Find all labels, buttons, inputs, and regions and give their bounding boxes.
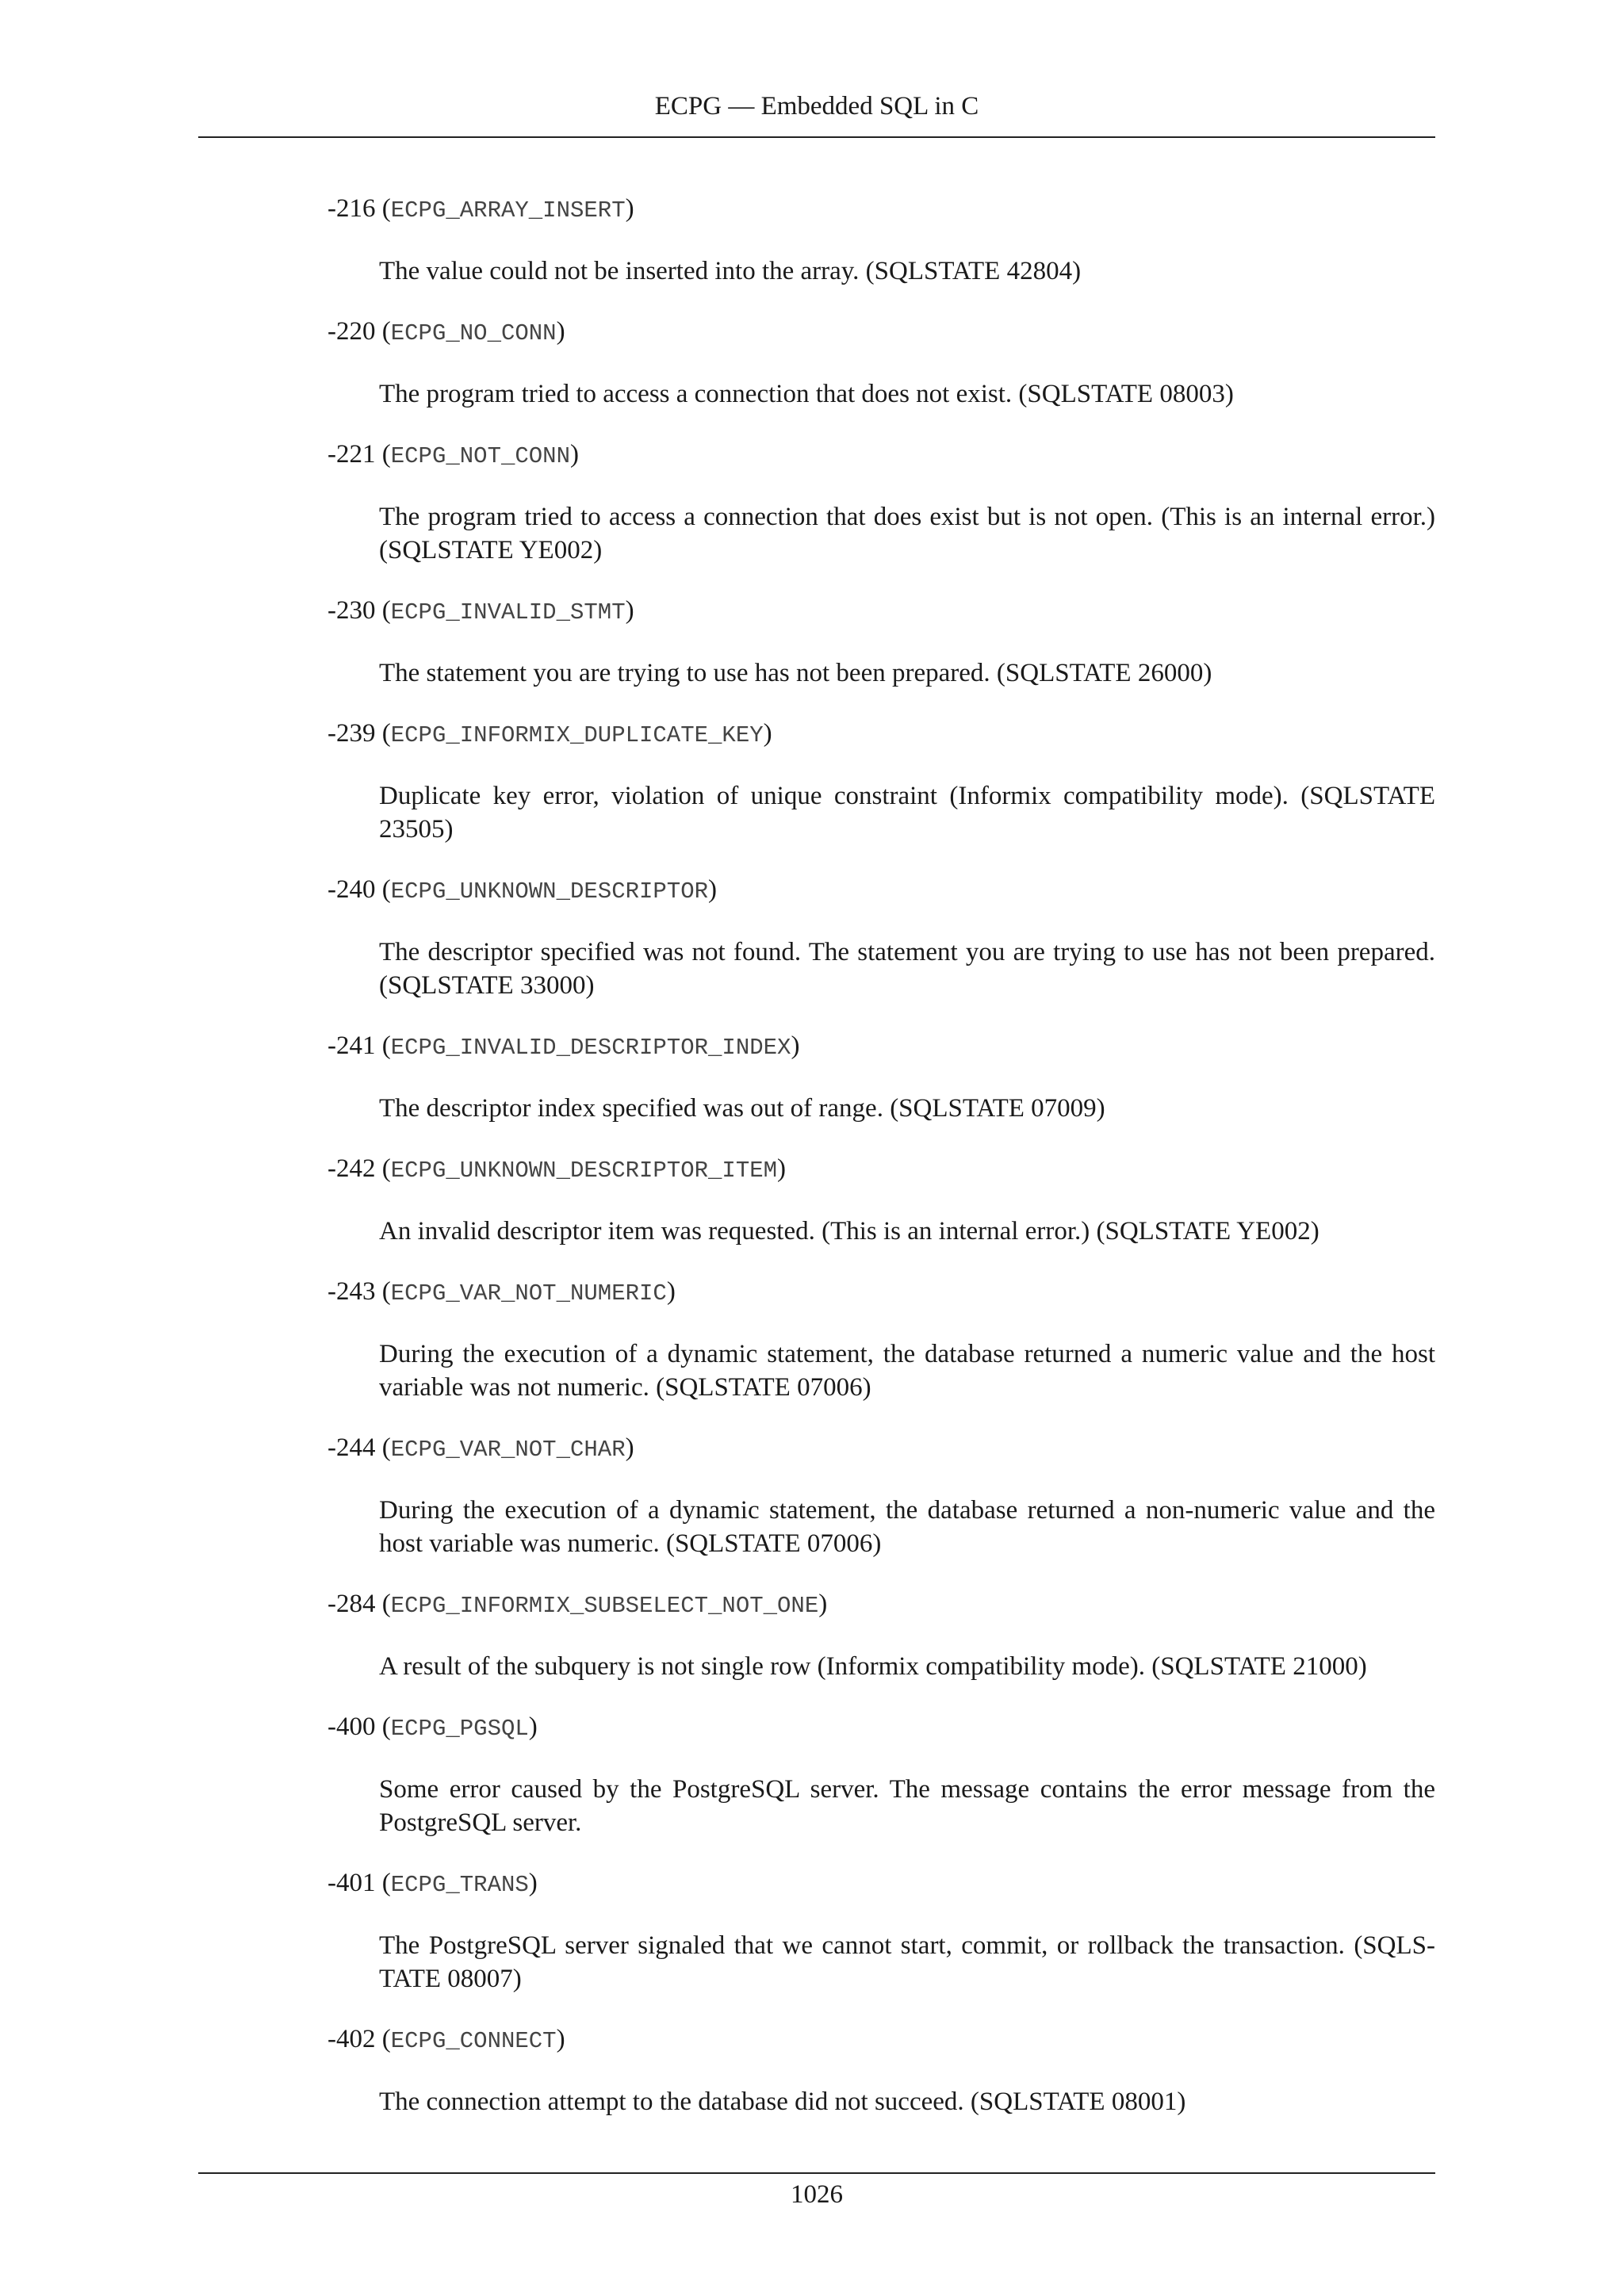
error-description: Some error caused by the PostgreSQL server. The message contains the error message from the PostgreSQL server. [379, 1775, 1435, 1837]
error-term: -402 (ECPG_CONNECT) [327, 2025, 565, 2054]
error-symbol: ECPG_ARRAY_INSERT [390, 197, 626, 224]
error-term: -230 (ECPG_INVALID_STMT) [327, 596, 634, 626]
error-code: -402 [327, 2025, 376, 2053]
error-description: The program tried to access a connection that does not exist. (SQLSTATE 08003) [379, 380, 1234, 408]
error-symbol: ECPG_INVALID_STMT [390, 599, 626, 626]
error-code: -243 [327, 1277, 376, 1306]
error-symbol: ECPG_VAR_NOT_NUMERIC [390, 1280, 667, 1307]
error-description: A result of the subquery is not single row (Informix compatibility mode). (SQLSTATE 21000) [379, 1652, 1367, 1681]
error-symbol: ECPG_NOT_CONN [390, 443, 570, 469]
error-term: -216 (ECPG_ARRAY_INSERT) [327, 194, 634, 224]
page-header-title: ECPG — Embedded SQL in C [654, 92, 979, 121]
error-code-list [327, 192, 1435, 2145]
error-code: -401 [327, 1869, 376, 1897]
error-term: -244 (ECPG_VAR_NOT_CHAR) [327, 1433, 634, 1463]
error-term: -240 (ECPG_UNKNOWN_DESCRIPTOR) [327, 875, 718, 905]
error-term: -243 (ECPG_VAR_NOT_NUMERIC) [327, 1277, 676, 1307]
error-description: The connection attempt to the database did not succeed. (SQLSTATE 08001) [379, 2087, 1186, 2116]
error-symbol: ECPG_PGSQL [390, 1716, 529, 1742]
error-entry [327, 315, 1435, 411]
footer-divider [198, 2172, 1435, 2174]
error-entry [327, 438, 1435, 567]
error-symbol: ECPG_CONNECT [390, 2028, 557, 2054]
error-code: -240 [327, 875, 376, 904]
error-description: The descriptor specified was not found. The statement you are trying to use has not been prepared. (SQLSTATE 33000) [379, 938, 1435, 1000]
error-entry [327, 192, 1435, 288]
error-code: -230 [327, 596, 376, 625]
error-description: The statement you are trying to use has not been prepared. (SQLSTATE 26000) [379, 659, 1212, 687]
error-symbol: ECPG_NO_CONN [390, 320, 557, 346]
error-code: -241 [327, 1031, 376, 1060]
error-term: -241 (ECPG_INVALID_DESCRIPTOR_INDEX) [327, 1031, 800, 1061]
error-symbol: ECPG_TRANS [390, 1872, 529, 1898]
error-entry [327, 1275, 1435, 1404]
error-symbol: ECPG_UNKNOWN_DESCRIPTOR [390, 878, 709, 905]
error-description: During the execution of a dynamic statement, the database returned a non-numeric value and the host variable was numeric. (SQLSTATE 07006) [379, 1496, 1435, 1558]
header-divider [198, 136, 1435, 138]
error-entry [327, 1431, 1435, 1560]
error-entry [327, 1866, 1435, 1996]
error-term: -284 (ECPG_INFORMIX_SUBSELECT_NOT_ONE) [327, 1590, 828, 1619]
error-symbol: ECPG_INVALID_DESCRIPTOR_INDEX [390, 1035, 791, 1061]
error-term: -221 (ECPG_NOT_CONN) [327, 440, 579, 469]
error-description: The descriptor index specified was out of range. (SQLSTATE 07009) [379, 1094, 1105, 1123]
error-code: -239 [327, 719, 376, 748]
error-entry [327, 594, 1435, 690]
error-entry [327, 1029, 1435, 1125]
error-symbol: ECPG_UNKNOWN_DESCRIPTOR_ITEM [390, 1158, 778, 1184]
error-entry [327, 873, 1435, 1002]
error-code: -220 [327, 317, 376, 346]
error-description: The program tried to access a connection that does exist but is not open. (This is an internal error.) (SQLSTATE YE002) [379, 503, 1435, 564]
error-description: The PostgreSQL server signaled that we cannot start, commit, or rollback the transaction. (SQLS-TATE 08007) [379, 1931, 1435, 1993]
error-description: An invalid descriptor item was requested. (This is an internal error.) (SQLSTATE YE002) [379, 1217, 1320, 1246]
error-code: -284 [327, 1590, 376, 1618]
error-code: -216 [327, 194, 376, 223]
error-description: The value could not be inserted into the array. (SQLSTATE 42804) [379, 257, 1082, 285]
error-description: Duplicate key error, violation of unique constraint (Informix compatibility mode). (SQLSTATE 23505) [379, 782, 1435, 844]
error-symbol: ECPG_INFORMIX_DUPLICATE_KEY [390, 722, 764, 748]
error-code: -244 [327, 1433, 376, 1462]
error-code: -221 [327, 440, 376, 469]
error-code: -400 [327, 1712, 376, 1741]
error-term: -401 (ECPG_TRANS) [327, 1869, 538, 1898]
error-entry [327, 2022, 1435, 2118]
error-entry [327, 1152, 1435, 1248]
error-entry [327, 717, 1435, 846]
error-term: -400 (ECPG_PGSQL) [327, 1712, 538, 1742]
error-description: During the execution of a dynamic statement, the database returned a numeric value and the host variable was not numeric. (SQLSTATE 07006) [379, 1340, 1435, 1402]
error-entry [327, 1587, 1435, 1683]
error-term: -239 (ECPG_INFORMIX_DUPLICATE_KEY) [327, 719, 772, 748]
error-symbol: ECPG_VAR_NOT_CHAR [390, 1437, 626, 1463]
page-number: 1026 [791, 2180, 843, 2209]
error-term: -220 (ECPG_NO_CONN) [327, 317, 565, 346]
error-term: -242 (ECPG_UNKNOWN_DESCRIPTOR_ITEM) [327, 1154, 787, 1184]
error-symbol: ECPG_INFORMIX_SUBSELECT_NOT_ONE [390, 1593, 819, 1619]
error-entry [327, 1710, 1435, 1839]
error-code: -242 [327, 1154, 376, 1183]
